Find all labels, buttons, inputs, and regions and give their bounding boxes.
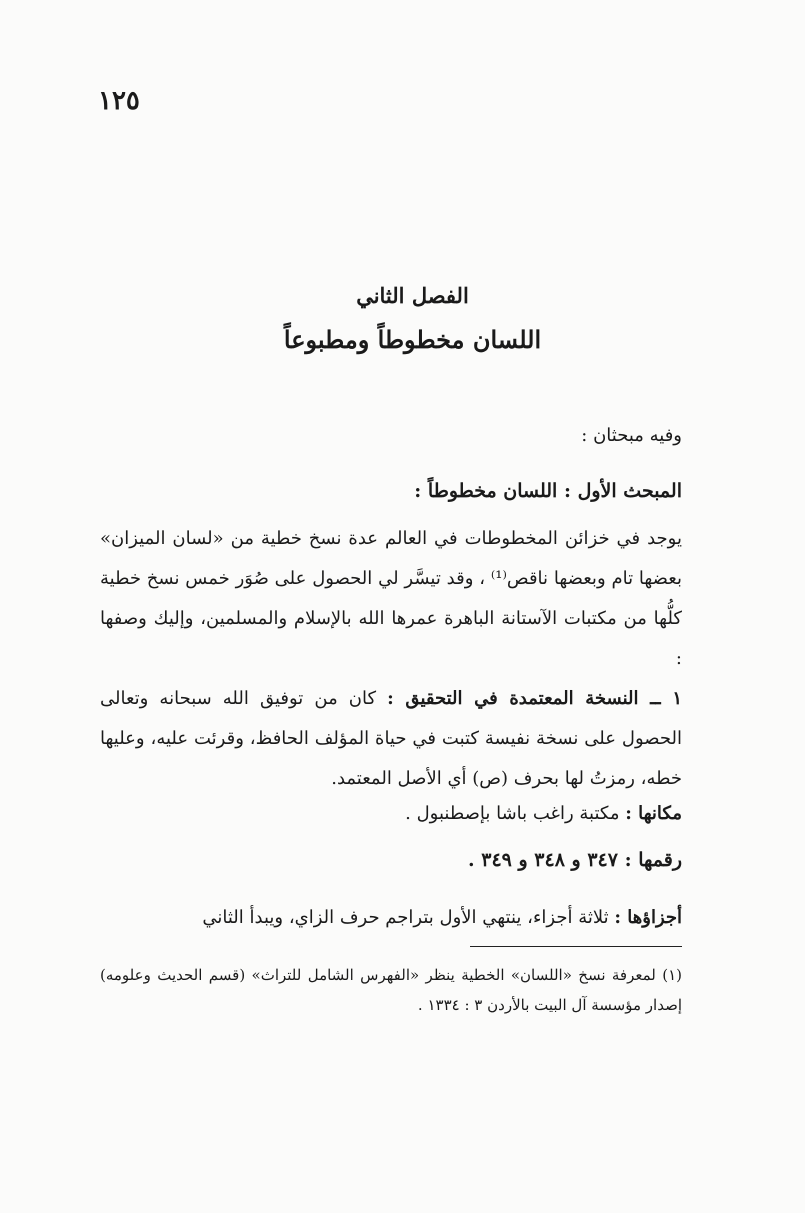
section-heading-text: المبحث الأول : اللسان مخطوطاً : xyxy=(414,480,682,502)
location-label: مكانها : xyxy=(625,803,682,824)
intro-line: وفيه مبحثان : xyxy=(581,425,682,446)
number-value: ٣٤٧ و ٣٤٨ و ٣٤٩ . xyxy=(468,849,618,871)
footnotes xyxy=(100,960,682,1020)
number-label: رقمها : xyxy=(624,849,682,871)
chapter-title: اللسان مخطوطاً ومطبوعاً xyxy=(283,325,542,354)
location-line xyxy=(100,803,682,824)
parts-value: ثلاثة أجزاء، ينتهي الأول بتراجم حرف الزاي، ويبدأ الثاني xyxy=(202,907,609,928)
paragraph-2-text: كان من توفيق الله سبحانه وتعالى الحصول على نسخة نفيسة كتبت في حياة المؤلف الحافظ، وقرئت عليه، وعليها خطه، رمزتُ لها بحرف (ص) أي الأصل المعتمد. xyxy=(100,688,682,789)
chapter-label: الفصل الثاني xyxy=(356,283,469,308)
paragraph-2-label: ١ ــ النسخة المعتمدة في التحقيق : xyxy=(387,688,682,709)
paragraph-1: يوجد في خزائن المخطوطات في العالم عدة نسخ خطية من «لسان الميزان» بعضها تام وبعضها ناقص⁽¹⁾ ، وقد تيسَّر لي الحصول على صُوَر خمس نسخ خطية كلُّها من مكتبات الآستانة الباهرة عمرها الله بالإسلام والمسلمين، وإليك وصفها : xyxy=(100,528,682,669)
paragraph-2 xyxy=(100,679,682,799)
number-line xyxy=(100,849,682,871)
footnote-divider xyxy=(470,946,682,947)
footnote-item: (١) لمعرفة نسخ «اللسان» الخطية ينظر «الفهرس الشامل للتراث» (قسم الحديث وعلومه) إصدار مؤسسة آل البيت بالأردن ٣ : ١٣٣٤ . xyxy=(100,966,682,1014)
parts-label: أجزاؤها : xyxy=(614,907,682,928)
page-number: ١٢٥ xyxy=(98,86,140,116)
parts-line xyxy=(100,898,682,938)
location-value: مكتبة راغب باشا بإصطنبول . xyxy=(405,803,620,824)
section-heading xyxy=(100,480,682,502)
